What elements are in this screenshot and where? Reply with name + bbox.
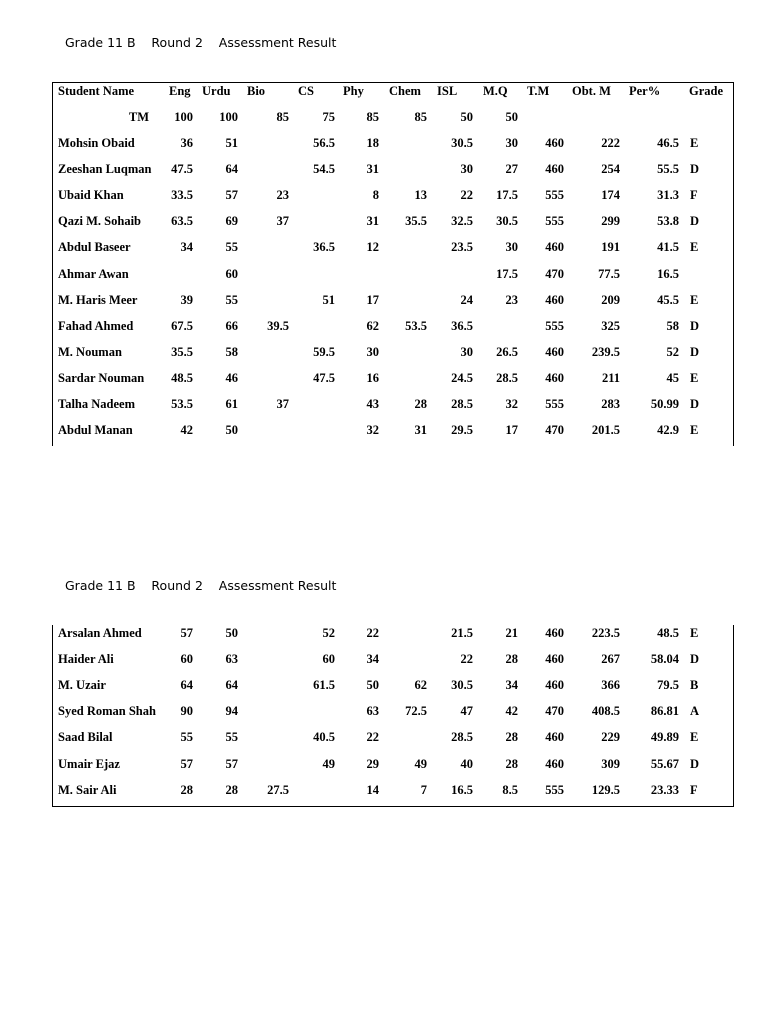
cell-per: 55.67 <box>650 756 679 771</box>
cell-grade: D <box>690 397 700 411</box>
cell-tm: 460 <box>545 162 564 177</box>
cell-mq: 17.5 <box>496 266 518 281</box>
cell-urdu: 60 <box>225 266 238 281</box>
cell-student-name: Sardar Nouman <box>58 370 145 385</box>
cell-obt-m: 223.5 <box>591 626 620 640</box>
table-row <box>53 292 733 312</box>
cell-urdu: Urdu <box>202 84 231 98</box>
cell-grade: E <box>690 240 699 255</box>
cell-isl: 40 <box>460 756 473 771</box>
cell-obt-m: 239.5 <box>591 344 620 359</box>
cell-student-name: Ubaid Khan <box>58 188 124 203</box>
cell-eng: 39 <box>180 292 193 307</box>
cell-cs: 75 <box>322 110 335 124</box>
cell-urdu: 100 <box>219 110 238 124</box>
cell-phy: 31 <box>366 214 379 229</box>
table-row <box>53 396 733 416</box>
cell-mq: 28.5 <box>496 370 518 385</box>
cell-tm: 460 <box>545 678 564 693</box>
cell-cs: 56.5 <box>313 136 335 150</box>
cell-cs: 49 <box>322 756 335 771</box>
cell-grade: B <box>690 678 699 693</box>
cell-student-name: Syed Roman Shah <box>58 704 156 719</box>
cell-mq: 28 <box>505 652 518 667</box>
cell-tm: 555 <box>545 782 564 797</box>
cell-phy: 30 <box>366 344 379 359</box>
cell-phy: 62 <box>366 318 379 333</box>
cell-grade: F <box>690 782 698 797</box>
cell-per: 45 <box>666 370 679 385</box>
cell-urdu: 55 <box>225 240 238 255</box>
table-row <box>53 756 733 776</box>
table-row <box>53 213 733 233</box>
cell-eng: 57 <box>180 756 193 771</box>
cell-isl: 28.5 <box>451 397 473 411</box>
cell-per: 23.33 <box>650 782 679 797</box>
cell-grade: Grade <box>689 84 724 98</box>
cell-tm: 460 <box>545 136 564 150</box>
cell-tm: 555 <box>545 397 564 411</box>
cell-student-name: Saad Bilal <box>58 730 113 745</box>
cell-tm: 460 <box>545 240 564 255</box>
cell-student-name: Fahad Ahmed <box>58 318 134 333</box>
table-row <box>53 344 733 364</box>
cell-phy: 43 <box>366 397 379 411</box>
cell-per: 86.81 <box>650 704 679 719</box>
cell-tm: 460 <box>545 730 564 745</box>
cell-student-name: Zeeshan Luqman <box>58 162 152 177</box>
cell-chem: 31 <box>414 423 427 438</box>
cell-grade: F <box>690 188 698 203</box>
cell-chem: 28 <box>414 397 427 411</box>
cell-student-name: Haider Ali <box>58 652 114 667</box>
cell-obt-m: 174 <box>601 188 620 203</box>
cell-eng: Eng <box>169 84 191 98</box>
cell-tm: 470 <box>545 423 564 438</box>
cell-obt-m: 366 <box>601 678 620 693</box>
cell-phy: 18 <box>366 136 379 150</box>
cell-per: 48.5 <box>657 626 679 640</box>
cell-student-name: Abdul Baseer <box>58 240 131 255</box>
cell-eng: 57 <box>180 626 193 640</box>
cell-grade: D <box>690 318 700 333</box>
cell-mq: 8.5 <box>502 782 518 797</box>
page-title: Grade 11 B Round 2 Assessment Result <box>65 578 337 593</box>
cell-obt-m: 229 <box>601 730 620 745</box>
cell-mq: 27 <box>505 162 518 177</box>
table-row <box>53 370 733 390</box>
cell-isl: 23.5 <box>451 240 473 255</box>
cell-eng: 55 <box>180 730 193 745</box>
cell-phy: Phy <box>343 84 364 98</box>
cell-obt-m: 222 <box>601 136 620 150</box>
cell-obt-m: 408.5 <box>591 704 620 719</box>
cell-chem: 7 <box>420 782 427 797</box>
cell-urdu: 46 <box>225 370 238 385</box>
cell-isl: 24.5 <box>451 370 473 385</box>
cell-urdu: 57 <box>225 756 238 771</box>
cell-bio: 37 <box>276 397 289 411</box>
cell-mq: 28 <box>505 756 518 771</box>
cell-mq: 28 <box>505 730 518 745</box>
table-row <box>53 625 733 645</box>
cell-eng: 64 <box>180 678 193 693</box>
cell-eng: 53.5 <box>171 397 193 411</box>
cell-bio: 85 <box>276 110 289 124</box>
cell-grade: E <box>690 423 699 438</box>
cell-eng: 67.5 <box>171 318 193 333</box>
table-row <box>53 703 733 723</box>
cell-urdu: 57 <box>225 188 238 203</box>
cell-student-name: Abdul Manan <box>58 423 133 438</box>
cell-per: 58.04 <box>650 652 679 667</box>
cell-grade: E <box>690 370 699 385</box>
cell-per: Per% <box>629 84 661 98</box>
cell-obt-m: 267 <box>601 652 620 667</box>
cell-grade: D <box>690 214 700 229</box>
cell-eng: 48.5 <box>171 370 193 385</box>
cell-phy: 22 <box>366 626 379 640</box>
cell-chem: 72.5 <box>405 704 427 719</box>
cell-tm: 470 <box>545 266 564 281</box>
cell-eng: 47.5 <box>171 162 193 177</box>
cell-per: 53.8 <box>657 214 679 229</box>
table-row <box>53 161 733 181</box>
cell-phy: 17 <box>366 292 379 307</box>
cell-cs: 36.5 <box>313 240 335 255</box>
cell-mq: 42 <box>505 704 518 719</box>
cell-grade: E <box>690 626 699 640</box>
cell-isl: 22 <box>460 652 473 667</box>
cell-tm: 460 <box>545 756 564 771</box>
cell-mq: 30 <box>505 136 518 150</box>
cell-urdu: 55 <box>225 730 238 745</box>
cell-eng: 63.5 <box>171 214 193 229</box>
cell-eng: 90 <box>180 704 193 719</box>
cell-mq: 26.5 <box>496 344 518 359</box>
cell-isl: 30.5 <box>451 678 473 693</box>
cell-obt-m: 309 <box>601 756 620 771</box>
cell-urdu: 64 <box>225 678 238 693</box>
cell-urdu: 58 <box>225 344 238 359</box>
cell-chem: 49 <box>414 756 427 771</box>
cell-cs: 60 <box>322 652 335 667</box>
cell-student-name: TM <box>128 110 149 124</box>
cell-mq: 30 <box>505 240 518 255</box>
cell-cs: 54.5 <box>313 162 335 177</box>
cell-chem: 53.5 <box>405 318 427 333</box>
cell-student-name: M. Haris Meer <box>58 292 138 307</box>
cell-obt-m: 77.5 <box>598 266 620 281</box>
cell-cs: 40.5 <box>313 730 335 745</box>
cell-phy: 8 <box>372 188 379 203</box>
cell-per: 41.5 <box>657 240 679 255</box>
results-table-page-1 <box>52 82 734 446</box>
cell-phy: 63 <box>366 704 379 719</box>
cell-per: 31.3 <box>657 188 679 203</box>
cell-tm: 460 <box>545 344 564 359</box>
cell-obt-m: 283 <box>601 397 620 411</box>
cell-obt-m: Obt. M <box>572 84 611 98</box>
cell-grade: D <box>690 344 700 359</box>
cell-cs: 59.5 <box>313 344 335 359</box>
cell-grade: D <box>690 652 700 667</box>
table-row <box>53 782 733 802</box>
page-title: Grade 11 B Round 2 Assessment Result <box>65 35 337 50</box>
cell-tm: 460 <box>545 626 564 640</box>
cell-phy: 85 <box>366 110 379 124</box>
cell-obt-m: 211 <box>601 370 620 385</box>
cell-tm: 555 <box>545 318 564 333</box>
results-table-page-2 <box>52 625 734 807</box>
cell-mq: 34 <box>505 678 518 693</box>
cell-isl: 32.5 <box>451 214 473 229</box>
table-row <box>53 239 733 259</box>
cell-isl: 30 <box>460 344 473 359</box>
cell-urdu: 94 <box>225 704 238 719</box>
cell-tm: 460 <box>545 370 564 385</box>
cell-chem: 85 <box>414 110 427 124</box>
cell-mq: 32 <box>505 397 518 411</box>
cell-student-name: Arsalan Ahmed <box>58 626 142 640</box>
cell-isl: 50 <box>460 110 473 124</box>
cell-isl: 28.5 <box>451 730 473 745</box>
cell-eng: 36 <box>180 136 193 150</box>
table-row <box>53 422 733 442</box>
cell-obt-m: 254 <box>601 162 620 177</box>
cell-per: 50.99 <box>650 397 679 411</box>
cell-mq: 21 <box>505 626 518 640</box>
cell-obt-m: 299 <box>601 214 620 229</box>
table-row <box>53 135 733 155</box>
cell-urdu: 66 <box>225 318 238 333</box>
cell-tm: T.M <box>527 84 550 98</box>
cell-isl: 47 <box>460 704 473 719</box>
cell-student-name: Qazi M. Sohaib <box>58 214 141 229</box>
cell-grade: E <box>690 730 699 745</box>
cell-per: 52 <box>666 344 679 359</box>
cell-student-name: M. Nouman <box>58 344 122 359</box>
cell-phy: 16 <box>366 370 379 385</box>
cell-per: 79.5 <box>657 678 679 693</box>
cell-eng: 35.5 <box>171 344 193 359</box>
cell-urdu: 28 <box>225 782 238 797</box>
table-row <box>53 187 733 207</box>
cell-student-name: Mohsin Obaid <box>58 136 135 150</box>
cell-obt-m: 191 <box>601 240 620 255</box>
cell-urdu: 50 <box>225 423 238 438</box>
cell-student-name: Umair Ejaz <box>58 756 120 771</box>
cell-eng: 60 <box>180 652 193 667</box>
cell-mq: M.Q <box>483 84 508 98</box>
cell-urdu: 69 <box>225 214 238 229</box>
cell-isl: 30 <box>460 162 473 177</box>
table-row <box>53 651 733 671</box>
cell-tm: 470 <box>545 704 564 719</box>
cell-phy: 12 <box>366 240 379 255</box>
cell-phy: 31 <box>366 162 379 177</box>
cell-tm: 460 <box>545 292 564 307</box>
cell-chem: Chem <box>389 84 421 98</box>
cell-per: 55.5 <box>657 162 679 177</box>
cell-cs: 61.5 <box>313 678 335 693</box>
cell-cs: 52 <box>322 626 335 640</box>
cell-eng: 28 <box>180 782 193 797</box>
table-row-total-marks <box>53 109 733 129</box>
cell-cs: 51 <box>322 292 335 307</box>
cell-per: 49.89 <box>650 730 679 745</box>
cell-per: 58 <box>666 318 679 333</box>
cell-isl: ISL <box>437 84 458 98</box>
cell-eng: 34 <box>180 240 193 255</box>
cell-isl: 29.5 <box>451 423 473 438</box>
table-row <box>53 729 733 749</box>
cell-isl: 21.5 <box>451 626 473 640</box>
cell-student-name: Talha Nadeem <box>58 397 135 411</box>
cell-isl: 36.5 <box>451 318 473 333</box>
cell-isl: 22 <box>460 188 473 203</box>
cell-mq: 23 <box>505 292 518 307</box>
cell-urdu: 51 <box>225 136 238 150</box>
table-row <box>53 266 733 286</box>
cell-bio: 27.5 <box>267 782 289 797</box>
cell-student-name: Ahmar Awan <box>58 266 129 281</box>
cell-per: 46.5 <box>657 136 679 150</box>
cell-mq: 50 <box>505 110 518 124</box>
cell-eng: 42 <box>180 423 193 438</box>
cell-phy: 50 <box>366 678 379 693</box>
cell-grade: D <box>690 756 700 771</box>
cell-bio: 39.5 <box>267 318 289 333</box>
cell-bio: Bio <box>247 84 266 98</box>
cell-eng: 33.5 <box>171 188 193 203</box>
cell-isl: 30.5 <box>451 136 473 150</box>
cell-mq: 17 <box>505 423 518 438</box>
cell-urdu: 64 <box>225 162 238 177</box>
cell-phy: 22 <box>366 730 379 745</box>
cell-mq: 30.5 <box>496 214 518 229</box>
cell-phy: 29 <box>366 756 379 771</box>
cell-obt-m: 209 <box>601 292 620 307</box>
cell-eng: 100 <box>174 110 193 124</box>
cell-urdu: 55 <box>225 292 238 307</box>
table-header-row <box>53 83 733 103</box>
cell-urdu: 63 <box>225 652 238 667</box>
table-row <box>53 677 733 697</box>
cell-tm: 460 <box>545 652 564 667</box>
cell-grade: D <box>690 162 700 177</box>
cell-grade: A <box>690 704 700 719</box>
table-row <box>53 318 733 338</box>
cell-bio: 37 <box>276 214 289 229</box>
cell-grade: E <box>690 292 699 307</box>
cell-mq: 17.5 <box>496 188 518 203</box>
cell-chem: 62 <box>414 678 427 693</box>
cell-tm: 555 <box>545 214 564 229</box>
cell-cs: 47.5 <box>313 370 335 385</box>
cell-per: 42.9 <box>657 423 679 438</box>
cell-urdu: 61 <box>225 397 238 411</box>
cell-per: 45.5 <box>657 292 679 307</box>
cell-student-name: M. Sair Ali <box>58 782 117 797</box>
cell-obt-m: 201.5 <box>591 423 620 438</box>
cell-student-name: M. Uzair <box>58 678 106 693</box>
cell-chem: 13 <box>414 188 427 203</box>
cell-isl: 16.5 <box>451 782 473 797</box>
cell-bio: 23 <box>276 188 289 203</box>
cell-grade: E <box>690 136 699 150</box>
cell-tm: 555 <box>545 188 564 203</box>
cell-obt-m: 129.5 <box>591 782 620 797</box>
cell-cs: CS <box>298 84 314 98</box>
cell-phy: 34 <box>366 652 379 667</box>
cell-chem: 35.5 <box>405 214 427 229</box>
cell-per: 16.5 <box>657 266 679 281</box>
cell-student-name: Student Name <box>58 84 135 98</box>
cell-obt-m: 325 <box>601 318 620 333</box>
cell-urdu: 50 <box>225 626 238 640</box>
cell-phy: 14 <box>366 782 379 797</box>
cell-phy: 32 <box>366 423 379 438</box>
cell-isl: 24 <box>460 292 473 307</box>
